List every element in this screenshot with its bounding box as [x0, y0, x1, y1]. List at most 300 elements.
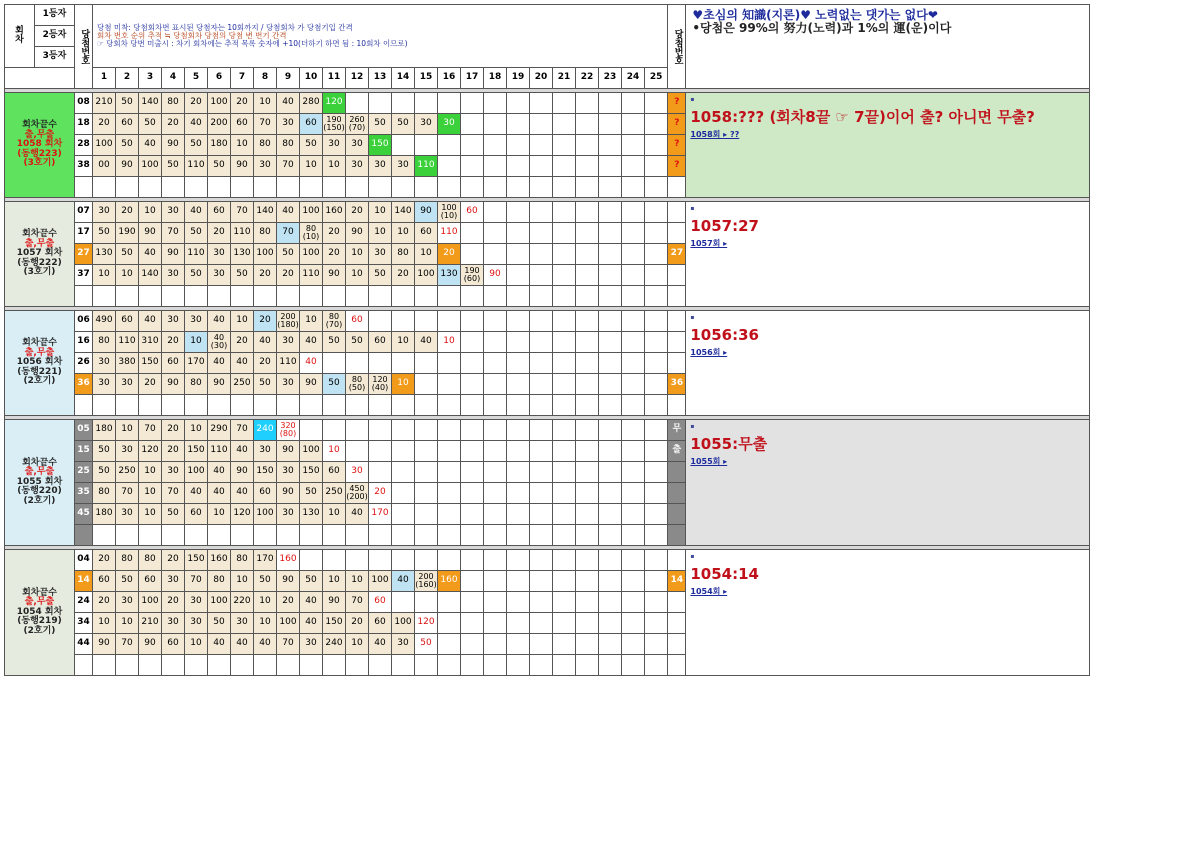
value-cell[interactable]: 100 — [208, 93, 231, 114]
value-cell[interactable]: 10 — [116, 613, 139, 634]
value-cell[interactable] — [576, 571, 599, 592]
value-cell[interactable]: 50 — [369, 265, 392, 286]
value-cell[interactable]: 40 — [346, 504, 369, 525]
value-cell[interactable]: 30 — [116, 504, 139, 525]
value-cell[interactable]: 10 — [323, 156, 346, 177]
value-cell[interactable]: 10 — [93, 613, 116, 634]
value-cell[interactable] — [139, 655, 162, 676]
value-cell[interactable]: 20 — [139, 374, 162, 395]
value-cell[interactable]: 60 — [208, 202, 231, 223]
value-cell[interactable]: 40 — [185, 483, 208, 504]
value-cell[interactable] — [415, 93, 438, 114]
value-cell[interactable]: 250 — [116, 462, 139, 483]
value-cell[interactable] — [438, 613, 461, 634]
value-cell[interactable]: 30 — [438, 114, 461, 135]
value-cell[interactable]: 490 — [93, 311, 116, 332]
value-cell[interactable] — [254, 525, 277, 546]
value-cell[interactable] — [553, 177, 576, 198]
value-cell[interactable]: 160 — [323, 202, 346, 223]
value-cell[interactable]: 130 — [231, 244, 254, 265]
value-cell[interactable] — [553, 244, 576, 265]
value-cell[interactable] — [415, 462, 438, 483]
value-cell[interactable]: 20 — [185, 93, 208, 114]
value-cell[interactable] — [116, 177, 139, 198]
value-cell[interactable]: 30 — [116, 592, 139, 613]
value-cell[interactable]: 40 — [139, 244, 162, 265]
value-cell[interactable] — [438, 177, 461, 198]
value-cell[interactable] — [254, 177, 277, 198]
value-cell[interactable]: 40 — [231, 353, 254, 374]
value-cell[interactable] — [530, 525, 553, 546]
value-cell[interactable] — [254, 395, 277, 416]
value-cell[interactable]: 00 — [93, 156, 116, 177]
value-cell[interactable]: 40 — [392, 571, 415, 592]
value-cell[interactable]: 90 — [323, 265, 346, 286]
value-cell[interactable] — [484, 395, 507, 416]
value-cell[interactable]: 10 — [300, 311, 323, 332]
value-cell[interactable] — [599, 525, 622, 546]
value-cell[interactable] — [392, 395, 415, 416]
notes-link[interactable]: 1056회 ▸ — [690, 348, 728, 358]
value-cell[interactable] — [553, 420, 576, 441]
value-cell[interactable]: 90 — [93, 634, 116, 655]
value-cell[interactable] — [484, 353, 507, 374]
value-cell[interactable] — [622, 265, 645, 286]
value-cell[interactable]: 30 — [185, 311, 208, 332]
value-cell[interactable]: 10 — [116, 420, 139, 441]
value-cell[interactable] — [553, 504, 576, 525]
value-cell[interactable]: 200 (180) — [277, 311, 300, 332]
value-cell[interactable] — [392, 177, 415, 198]
value-cell[interactable]: 20 — [323, 244, 346, 265]
value-cell[interactable]: 60 — [369, 613, 392, 634]
value-cell[interactable] — [392, 525, 415, 546]
value-cell[interactable]: 30 — [277, 374, 300, 395]
value-cell[interactable] — [438, 504, 461, 525]
value-cell[interactable]: 100 — [93, 135, 116, 156]
value-cell[interactable] — [530, 483, 553, 504]
value-cell[interactable] — [369, 655, 392, 676]
value-cell[interactable] — [507, 93, 530, 114]
value-cell[interactable]: 200 — [208, 114, 231, 135]
value-cell[interactable]: 20 — [162, 592, 185, 613]
value-cell[interactable] — [484, 592, 507, 613]
value-cell[interactable]: 60 — [369, 592, 392, 613]
value-cell[interactable] — [185, 525, 208, 546]
value-cell[interactable]: 60 — [300, 114, 323, 135]
value-cell[interactable]: 10 — [346, 244, 369, 265]
value-cell[interactable] — [530, 265, 553, 286]
value-cell[interactable]: 20 — [162, 332, 185, 353]
value-cell[interactable] — [415, 311, 438, 332]
value-cell[interactable]: 20 — [392, 265, 415, 286]
value-cell[interactable] — [415, 177, 438, 198]
value-cell[interactable]: 280 — [300, 93, 323, 114]
value-cell[interactable] — [254, 286, 277, 307]
value-cell[interactable]: 30 — [208, 265, 231, 286]
value-cell[interactable] — [484, 462, 507, 483]
value-cell[interactable] — [622, 655, 645, 676]
value-cell[interactable] — [185, 177, 208, 198]
value-cell[interactable] — [576, 592, 599, 613]
value-cell[interactable] — [438, 441, 461, 462]
value-cell[interactable]: 40 — [231, 441, 254, 462]
value-cell[interactable]: 10 — [139, 504, 162, 525]
value-cell[interactable] — [553, 114, 576, 135]
value-cell[interactable]: 30 — [323, 135, 346, 156]
value-cell[interactable] — [369, 441, 392, 462]
value-cell[interactable] — [507, 353, 530, 374]
value-cell[interactable]: 70 — [346, 592, 369, 613]
value-cell[interactable]: 160 — [208, 550, 231, 571]
value-cell[interactable] — [346, 550, 369, 571]
value-cell[interactable] — [392, 483, 415, 504]
value-cell[interactable]: 90 — [277, 571, 300, 592]
value-cell[interactable]: 80 — [208, 571, 231, 592]
value-cell[interactable] — [507, 114, 530, 135]
value-cell[interactable] — [576, 177, 599, 198]
value-cell[interactable] — [300, 286, 323, 307]
value-cell[interactable]: 80 — [277, 135, 300, 156]
value-cell[interactable] — [461, 571, 484, 592]
value-cell[interactable] — [116, 655, 139, 676]
value-cell[interactable]: 100 — [415, 265, 438, 286]
value-cell[interactable] — [622, 332, 645, 353]
value-cell[interactable]: 10 — [415, 244, 438, 265]
value-cell[interactable]: 80 — [116, 550, 139, 571]
value-cell[interactable] — [438, 156, 461, 177]
value-cell[interactable]: 10 — [231, 571, 254, 592]
value-cell[interactable]: 140 — [139, 93, 162, 114]
value-cell[interactable] — [576, 223, 599, 244]
value-cell[interactable]: 10 — [139, 462, 162, 483]
value-cell[interactable] — [415, 374, 438, 395]
value-cell[interactable] — [346, 395, 369, 416]
value-cell[interactable] — [599, 93, 622, 114]
value-cell[interactable] — [622, 634, 645, 655]
value-cell[interactable]: 60 — [116, 311, 139, 332]
value-cell[interactable] — [93, 395, 116, 416]
value-cell[interactable] — [622, 286, 645, 307]
value-cell[interactable] — [599, 332, 622, 353]
value-cell[interactable]: 20 — [162, 550, 185, 571]
value-cell[interactable]: 320 (80) — [277, 420, 300, 441]
value-cell[interactable]: 90 — [484, 265, 507, 286]
value-cell[interactable] — [461, 244, 484, 265]
value-cell[interactable] — [553, 202, 576, 223]
value-cell[interactable] — [392, 135, 415, 156]
value-cell[interactable] — [530, 420, 553, 441]
value-cell[interactable] — [461, 135, 484, 156]
value-cell[interactable]: 100 — [185, 462, 208, 483]
value-cell[interactable]: 30 — [346, 462, 369, 483]
value-cell[interactable]: 20 — [116, 202, 139, 223]
value-cell[interactable]: 90 — [208, 374, 231, 395]
value-cell[interactable]: 70 — [254, 114, 277, 135]
value-cell[interactable] — [438, 462, 461, 483]
value-cell[interactable]: 40 — [369, 634, 392, 655]
value-cell[interactable] — [599, 634, 622, 655]
value-cell[interactable]: 40 — [208, 311, 231, 332]
value-cell[interactable] — [599, 353, 622, 374]
value-cell[interactable]: 50 — [392, 114, 415, 135]
value-cell[interactable]: 30 — [369, 244, 392, 265]
value-cell[interactable]: 10 — [323, 571, 346, 592]
value-cell[interactable]: 30 — [162, 571, 185, 592]
value-cell[interactable]: 110 — [300, 265, 323, 286]
value-cell[interactable] — [392, 655, 415, 676]
value-cell[interactable] — [530, 613, 553, 634]
value-cell[interactable] — [461, 93, 484, 114]
value-cell[interactable] — [530, 202, 553, 223]
value-cell[interactable] — [599, 286, 622, 307]
value-cell[interactable] — [553, 374, 576, 395]
value-cell[interactable] — [93, 655, 116, 676]
value-cell[interactable] — [300, 177, 323, 198]
value-cell[interactable]: 20 — [231, 93, 254, 114]
value-cell[interactable]: 50 — [369, 114, 392, 135]
value-cell[interactable] — [553, 655, 576, 676]
value-cell[interactable] — [323, 525, 346, 546]
value-cell[interactable]: 190 (150) — [323, 114, 346, 135]
value-cell[interactable]: 110 — [415, 156, 438, 177]
value-cell[interactable]: 80 — [392, 244, 415, 265]
value-cell[interactable] — [277, 395, 300, 416]
value-cell[interactable] — [645, 353, 668, 374]
value-cell[interactable]: 30 — [369, 156, 392, 177]
value-cell[interactable] — [599, 223, 622, 244]
value-cell[interactable] — [461, 395, 484, 416]
value-cell[interactable] — [553, 286, 576, 307]
value-cell[interactable]: 70 — [116, 634, 139, 655]
value-cell[interactable]: 40 — [139, 135, 162, 156]
value-cell[interactable] — [553, 441, 576, 462]
value-cell[interactable]: 10 — [392, 374, 415, 395]
value-cell[interactable] — [530, 550, 553, 571]
value-cell[interactable]: 90 — [162, 135, 185, 156]
value-cell[interactable]: 40 — [300, 613, 323, 634]
value-cell[interactable]: 20 — [254, 353, 277, 374]
value-cell[interactable] — [461, 311, 484, 332]
value-cell[interactable]: 10 — [231, 311, 254, 332]
value-cell[interactable] — [461, 177, 484, 198]
value-cell[interactable]: 50 — [162, 156, 185, 177]
value-cell[interactable]: 30 — [162, 613, 185, 634]
value-cell[interactable] — [484, 202, 507, 223]
value-cell[interactable] — [369, 525, 392, 546]
value-cell[interactable]: 20 — [277, 265, 300, 286]
value-cell[interactable]: 40 (30) — [208, 332, 231, 353]
value-cell[interactable]: 20 — [346, 202, 369, 223]
value-cell[interactable]: 100 — [277, 613, 300, 634]
value-cell[interactable] — [576, 634, 599, 655]
value-cell[interactable] — [530, 655, 553, 676]
value-cell[interactable]: 40 — [208, 353, 231, 374]
value-cell[interactable]: 50 — [116, 244, 139, 265]
value-cell[interactable] — [553, 135, 576, 156]
value-cell[interactable]: 20 — [208, 223, 231, 244]
value-cell[interactable]: 110 — [116, 332, 139, 353]
value-cell[interactable] — [622, 571, 645, 592]
value-cell[interactable]: 10 — [231, 135, 254, 156]
value-cell[interactable] — [599, 202, 622, 223]
value-cell[interactable]: 40 — [277, 93, 300, 114]
value-cell[interactable] — [553, 223, 576, 244]
value-cell[interactable]: 60 — [231, 114, 254, 135]
value-cell[interactable] — [576, 332, 599, 353]
value-cell[interactable] — [599, 244, 622, 265]
value-cell[interactable] — [576, 441, 599, 462]
value-cell[interactable] — [93, 177, 116, 198]
value-cell[interactable] — [576, 135, 599, 156]
value-cell[interactable]: 90 — [277, 483, 300, 504]
value-cell[interactable] — [553, 332, 576, 353]
value-cell[interactable] — [645, 462, 668, 483]
value-cell[interactable] — [484, 420, 507, 441]
value-cell[interactable]: 90 — [346, 223, 369, 244]
value-cell[interactable]: 150 — [254, 462, 277, 483]
value-cell[interactable] — [438, 395, 461, 416]
value-cell[interactable]: 30 — [277, 504, 300, 525]
value-cell[interactable] — [507, 441, 530, 462]
value-cell[interactable] — [576, 550, 599, 571]
value-cell[interactable]: 160 — [438, 571, 461, 592]
value-cell[interactable] — [415, 135, 438, 156]
value-cell[interactable]: 100 — [208, 592, 231, 613]
value-cell[interactable]: 150 — [185, 550, 208, 571]
value-cell[interactable] — [645, 592, 668, 613]
value-cell[interactable]: 60 — [323, 462, 346, 483]
value-cell[interactable]: 70 — [277, 223, 300, 244]
value-cell[interactable]: 20 — [162, 114, 185, 135]
value-cell[interactable] — [507, 592, 530, 613]
value-cell[interactable] — [645, 420, 668, 441]
value-cell[interactable] — [438, 655, 461, 676]
value-cell[interactable]: 180 — [208, 135, 231, 156]
value-cell[interactable] — [507, 462, 530, 483]
value-cell[interactable]: 100 — [392, 613, 415, 634]
value-cell[interactable]: 10 — [346, 634, 369, 655]
value-cell[interactable]: 30 — [162, 311, 185, 332]
value-cell[interactable] — [622, 156, 645, 177]
value-cell[interactable] — [231, 286, 254, 307]
value-cell[interactable]: 40 — [300, 353, 323, 374]
value-cell[interactable]: 100 — [139, 592, 162, 613]
value-cell[interactable] — [576, 395, 599, 416]
value-cell[interactable] — [438, 525, 461, 546]
value-cell[interactable] — [461, 483, 484, 504]
value-cell[interactable] — [599, 114, 622, 135]
value-cell[interactable] — [507, 265, 530, 286]
value-cell[interactable] — [461, 114, 484, 135]
value-cell[interactable]: 30 — [162, 265, 185, 286]
value-cell[interactable] — [438, 374, 461, 395]
value-cell[interactable]: 60 — [346, 311, 369, 332]
value-cell[interactable] — [507, 655, 530, 676]
value-cell[interactable] — [346, 420, 369, 441]
value-cell[interactable]: 140 — [139, 265, 162, 286]
value-cell[interactable] — [530, 504, 553, 525]
value-cell[interactable] — [507, 286, 530, 307]
value-cell[interactable] — [484, 504, 507, 525]
value-cell[interactable] — [507, 332, 530, 353]
value-cell[interactable]: 20 — [162, 420, 185, 441]
value-cell[interactable] — [530, 93, 553, 114]
value-cell[interactable] — [139, 286, 162, 307]
value-cell[interactable] — [392, 93, 415, 114]
value-cell[interactable]: 50 — [231, 265, 254, 286]
value-cell[interactable]: 130 — [93, 244, 116, 265]
value-cell[interactable] — [484, 332, 507, 353]
value-cell[interactable] — [622, 135, 645, 156]
value-cell[interactable] — [415, 525, 438, 546]
value-cell[interactable] — [415, 395, 438, 416]
value-cell[interactable] — [461, 613, 484, 634]
value-cell[interactable] — [576, 420, 599, 441]
value-cell[interactable]: 150 — [369, 135, 392, 156]
value-cell[interactable] — [392, 286, 415, 307]
value-cell[interactable] — [599, 265, 622, 286]
value-cell[interactable]: 260 (70) — [346, 114, 369, 135]
value-cell[interactable]: 90 — [162, 244, 185, 265]
value-cell[interactable]: 40 — [254, 634, 277, 655]
value-cell[interactable] — [461, 634, 484, 655]
value-cell[interactable] — [553, 634, 576, 655]
value-cell[interactable] — [461, 156, 484, 177]
value-cell[interactable] — [645, 332, 668, 353]
value-cell[interactable] — [346, 93, 369, 114]
value-cell[interactable] — [645, 93, 668, 114]
value-cell[interactable]: 10 — [116, 265, 139, 286]
value-cell[interactable] — [576, 353, 599, 374]
value-cell[interactable] — [645, 395, 668, 416]
value-cell[interactable] — [415, 286, 438, 307]
value-cell[interactable]: 50 — [185, 135, 208, 156]
value-cell[interactable]: 190 (60) — [461, 265, 484, 286]
value-cell[interactable] — [392, 441, 415, 462]
value-cell[interactable] — [461, 353, 484, 374]
value-cell[interactable]: 10 — [300, 156, 323, 177]
value-cell[interactable] — [530, 332, 553, 353]
value-cell[interactable] — [530, 374, 553, 395]
value-cell[interactable]: 90 — [231, 156, 254, 177]
notes-link[interactable]: 1055회 ▸ — [690, 457, 728, 467]
value-cell[interactable]: 10 — [323, 504, 346, 525]
value-cell[interactable] — [622, 114, 645, 135]
value-cell[interactable] — [599, 441, 622, 462]
value-cell[interactable] — [576, 483, 599, 504]
value-cell[interactable] — [507, 202, 530, 223]
value-cell[interactable]: 60 — [139, 571, 162, 592]
value-cell[interactable]: 30 — [346, 156, 369, 177]
value-cell[interactable] — [507, 525, 530, 546]
value-cell[interactable] — [530, 592, 553, 613]
value-cell[interactable]: 50 — [346, 332, 369, 353]
value-cell[interactable] — [599, 311, 622, 332]
value-cell[interactable] — [553, 156, 576, 177]
value-cell[interactable]: 150 — [300, 462, 323, 483]
value-cell[interactable]: 120 — [323, 93, 346, 114]
value-cell[interactable]: 20 — [369, 483, 392, 504]
value-cell[interactable]: 20 — [93, 114, 116, 135]
value-cell[interactable]: 450 (200) — [346, 483, 369, 504]
value-cell[interactable]: 60 — [461, 202, 484, 223]
value-cell[interactable] — [277, 177, 300, 198]
value-cell[interactable]: 190 — [116, 223, 139, 244]
value-cell[interactable] — [438, 634, 461, 655]
value-cell[interactable]: 40 — [185, 114, 208, 135]
value-cell[interactable] — [484, 525, 507, 546]
